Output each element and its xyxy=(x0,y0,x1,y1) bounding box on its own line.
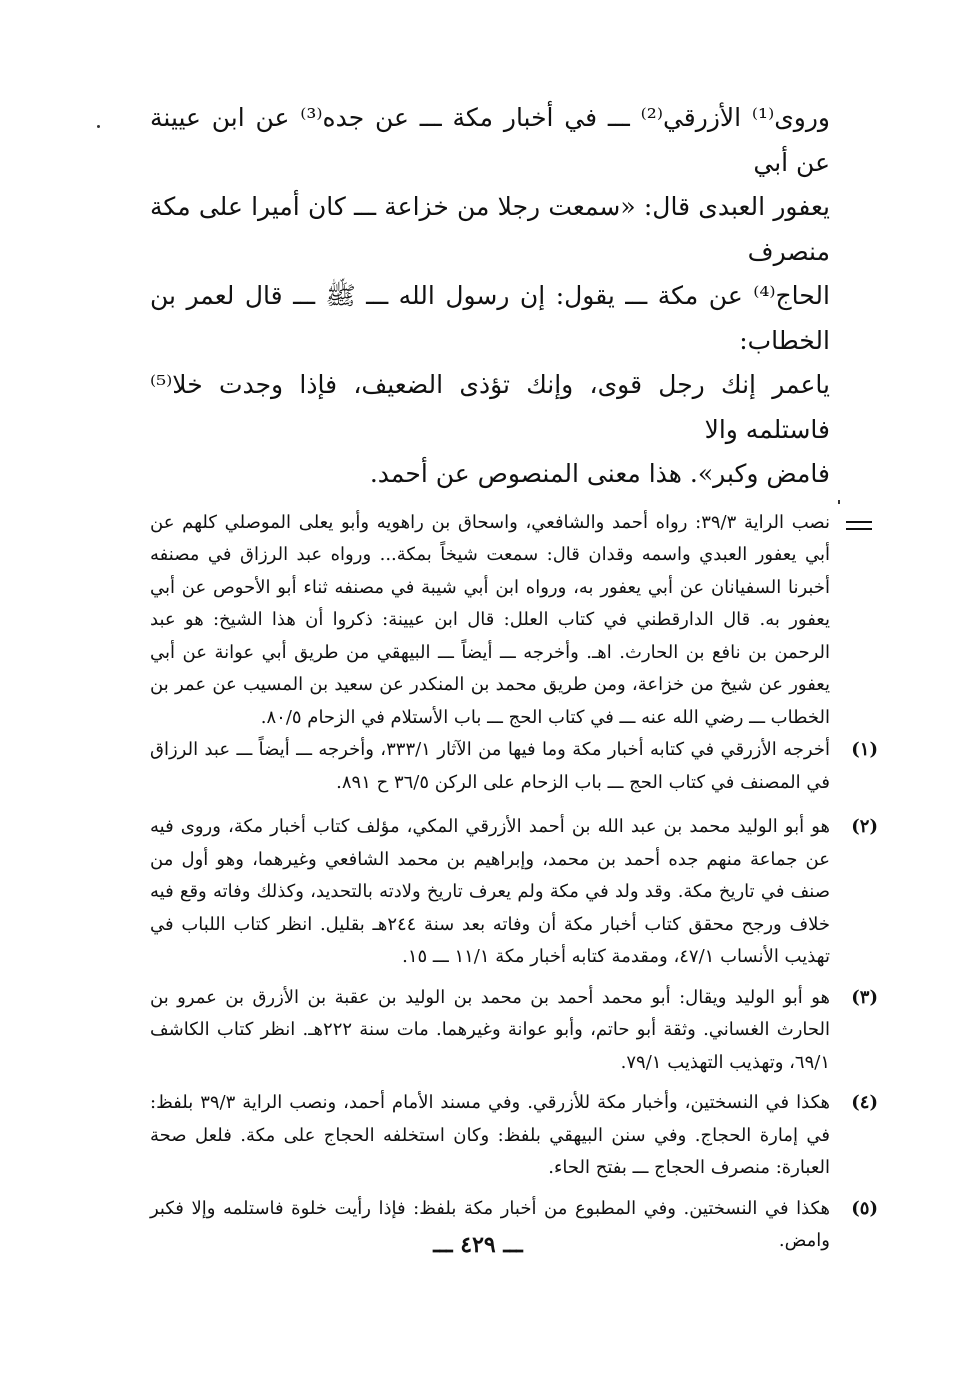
scan-speck xyxy=(97,125,100,128)
footnote-text: أخرجه الأزرقي في كتابه أخبار مكة وما فيها من الآثار ٣٣٣/١، وأخرجه ـــ أيضاً ـــ عبد الرزاق في المصنف في كتاب الحج ـــ باب الزحام على الركن ٣٦/٥ ح ٨٩١. xyxy=(150,739,830,793)
double-rule-icon xyxy=(846,521,872,531)
footnote-number: (٢) xyxy=(851,816,878,837)
main-line: يعفور العبدى قال: «سمعت رجلا من خزاعة ـــ كان أميرا على مكة منصرف xyxy=(150,192,830,266)
main-text xyxy=(150,96,830,497)
footnote xyxy=(150,982,878,1080)
scan-speck xyxy=(838,500,840,504)
footnote-number: (١) xyxy=(851,739,878,760)
page-body xyxy=(150,96,878,1258)
footnote-text: هكذا في النسختين. وفي المطبوع من أخبار مكة بلفظ: فإذا رأيت خلوة فاستلمه وإلا فكبر وامض. xyxy=(150,1197,830,1251)
footnote xyxy=(150,734,878,799)
page-number: ـــ ٤٢٩ ـــ xyxy=(433,1232,523,1258)
footnote-number: (٣) xyxy=(851,986,878,1008)
source-note xyxy=(150,507,830,735)
footnote-number: (٥) xyxy=(851,1197,878,1219)
footnote-number: (٤) xyxy=(851,1092,878,1113)
main-line: فامض وكبر». هذا معنى المنصوص عن أحمد. xyxy=(369,459,830,488)
footnote-text: هو أبو الوليد محمد بن عبد الله بن أحمد الأزرقي المكي، مؤلف كتاب أخبار مكة، وروى فيه عن جماعة منهم جده أحمد بن محمد، وإبراهيم بن محمد الشافعي وغيرهما، وهو أول من صنف في تاريخ مكة. وقد ولد في مكة ولم يعرف تاريخ ولادته بالتحديد، وكذلك وفاته وقع فيه خلاف ورجح محقق كتاب أخبار مكة أن وفاته بعد سنة ٢٤٤هـ بقليل. انظر كتاب اللباب في تهذيب الأنساب ٤٧/١، ومقدمة كتابه أخبار مكة ١١/١ ـــ ١٥. xyxy=(150,816,830,967)
source-note-text: نصب الراية ٣٩/٣: رواه أحمد والشافعي، واسحاق بن راهويه وأبو يعلى الموصلي كلهم عن أبي يعفور العبدي واسمه وقدان قال: سمعت شيخاً بمكة... ورواه عبد الرزاق في مصنفه أخبرنا السفيانان عن أبي يعفور به، ورواه ابن أبي شيبة في مصنفه ثناء أبو الأحوص عن أبي يعفور به. قال الدارقطني في كتاب العلل: قال ابن عيينة: ذكروا أن هذا الشيخ: هو عبد الرحمن بن نافع بن الحارث. اهـ. وأخرجه ـــ أيضاً ـــ البيهقي من طريق أبي عوانة عن أبي يعفور عن شيخ من خزاعة، ومن طريق محمد بن المنكدر عن سعيد بن المسيب عن عمر بن الخطاب ـــ رضي الله عنه ـــ في كتاب الحج ـــ باب الأستلام في الزحام ٨٠/٥. xyxy=(150,511,830,728)
main-line: الحاج⁽⁴⁾ عن مكة ـــ يقول: إن رسول الله ـــ ﷺ ـــ قال لعمر بن الخطاب: xyxy=(150,281,830,355)
footnote xyxy=(150,811,878,974)
footnote xyxy=(150,1087,878,1185)
main-line: وروى⁽¹⁾ الأزرقي⁽²⁾ ـــ في أخبار مكة ـــ عن جده⁽³⁾ عن ابن عيينة عن أبي xyxy=(150,103,830,177)
main-line: ياعمر إنك رجل قوى، وإنك تؤذى الضعيف، فإذا وجدت خلا⁽⁵⁾ فاستلمه والا xyxy=(150,370,830,444)
footnote-text: هو أبو الوليد ويقال: أبو محمد أحمد بن محمد بن الوليد بن عقبة بن الأزرق بن عمرو بن الحارث الغساني. وثقة أبو حاتم، وأبو عوانة وغيرهما. مات سنة ٢٢٢هـ. انظر كتاب الكاشف ٦٩/١، وتهذيب التهذيب ٧٩/١. xyxy=(150,986,830,1073)
footnote-text: هكذا في النسختين، وأخبار مكة للأزرقي. وفي مسند الأمام أحمد، ونصب الراية ٣٩/٣ بلفظ: في إمارة الحجاج. وفي سنن البيهقي بلفظ: وكان استخلفه الحجاج على مكة. فلعل صحة العبارة: منصرف الحجاج ـــ بفتح الحاء. xyxy=(150,1092,830,1178)
